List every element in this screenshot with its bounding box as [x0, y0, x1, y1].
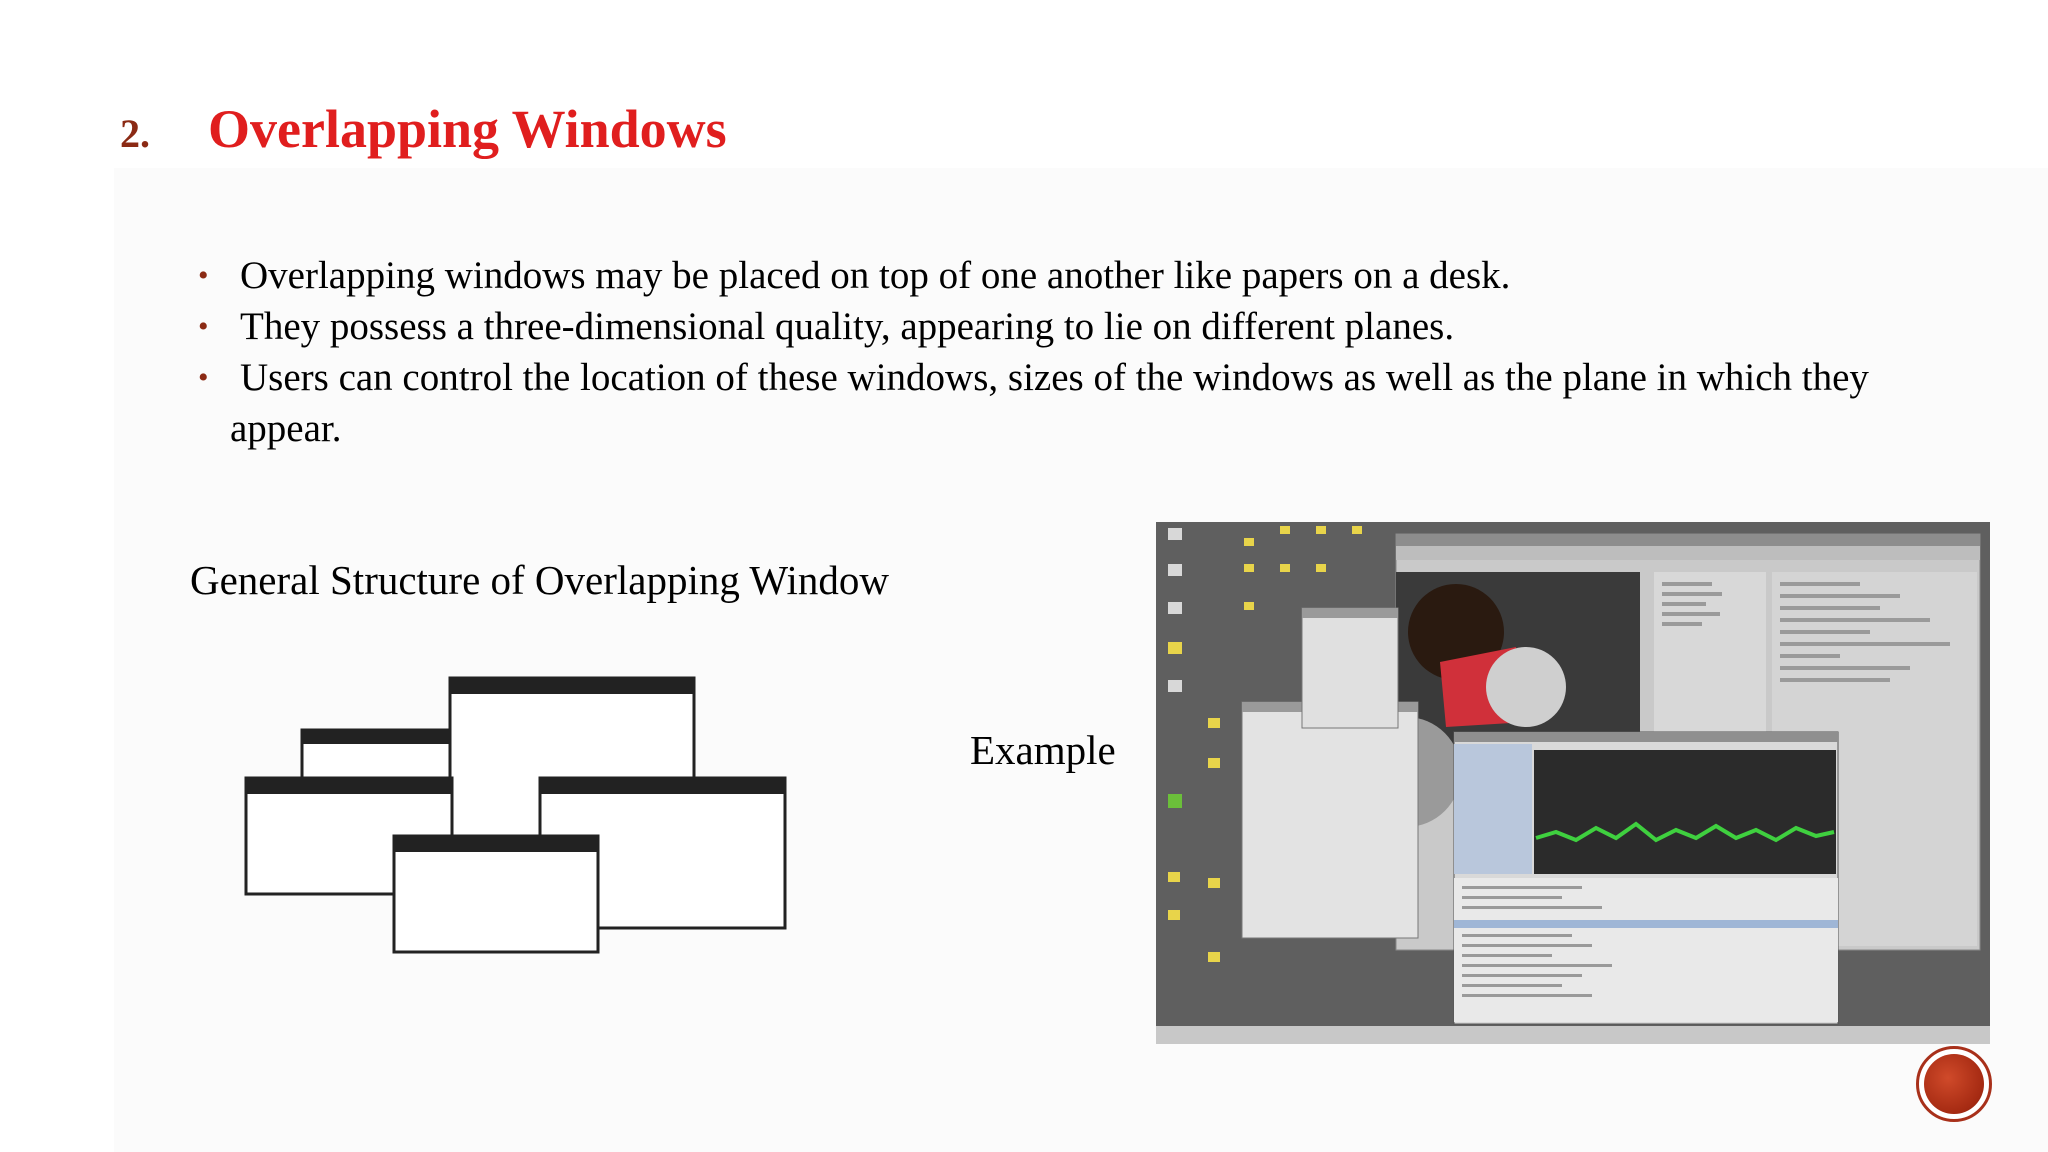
slide-title: Overlapping Windows	[208, 99, 727, 159]
bullet-icon: •	[198, 361, 209, 394]
badge-icon	[1924, 1054, 1984, 1114]
bullet-text: They possess a three-dimensional quality, appearing to lie on different planes.	[240, 305, 1455, 348]
bullet-text: Overlapping windows may be placed on top of one another like papers on a desk.	[240, 254, 1511, 297]
section-number: 2.	[120, 111, 150, 156]
profiler-window	[1454, 732, 1838, 1024]
project-window	[1242, 702, 1418, 938]
logo-badge	[1916, 1046, 1992, 1122]
example-label: Example	[970, 727, 1116, 773]
bullet-icon: •	[198, 259, 209, 292]
bullet-text: Users can control the location of these windows, sizes of the windows as well as the plane in which they appear.	[230, 356, 1869, 450]
taskbar	[1156, 1026, 1990, 1044]
bullet-icon: •	[198, 310, 209, 343]
hierarchy-window	[1302, 608, 1398, 728]
window-shape	[394, 836, 598, 952]
bullet-item	[198, 250, 1898, 301]
example-desktop-screenshot	[1156, 522, 1990, 1044]
bullet-item	[198, 352, 1898, 454]
bullet-item	[198, 301, 1898, 352]
bullet-list	[198, 250, 1898, 454]
overlapping-windows-diagram	[240, 670, 800, 960]
diagram-caption: General Structure of Overlapping Window	[190, 557, 889, 603]
